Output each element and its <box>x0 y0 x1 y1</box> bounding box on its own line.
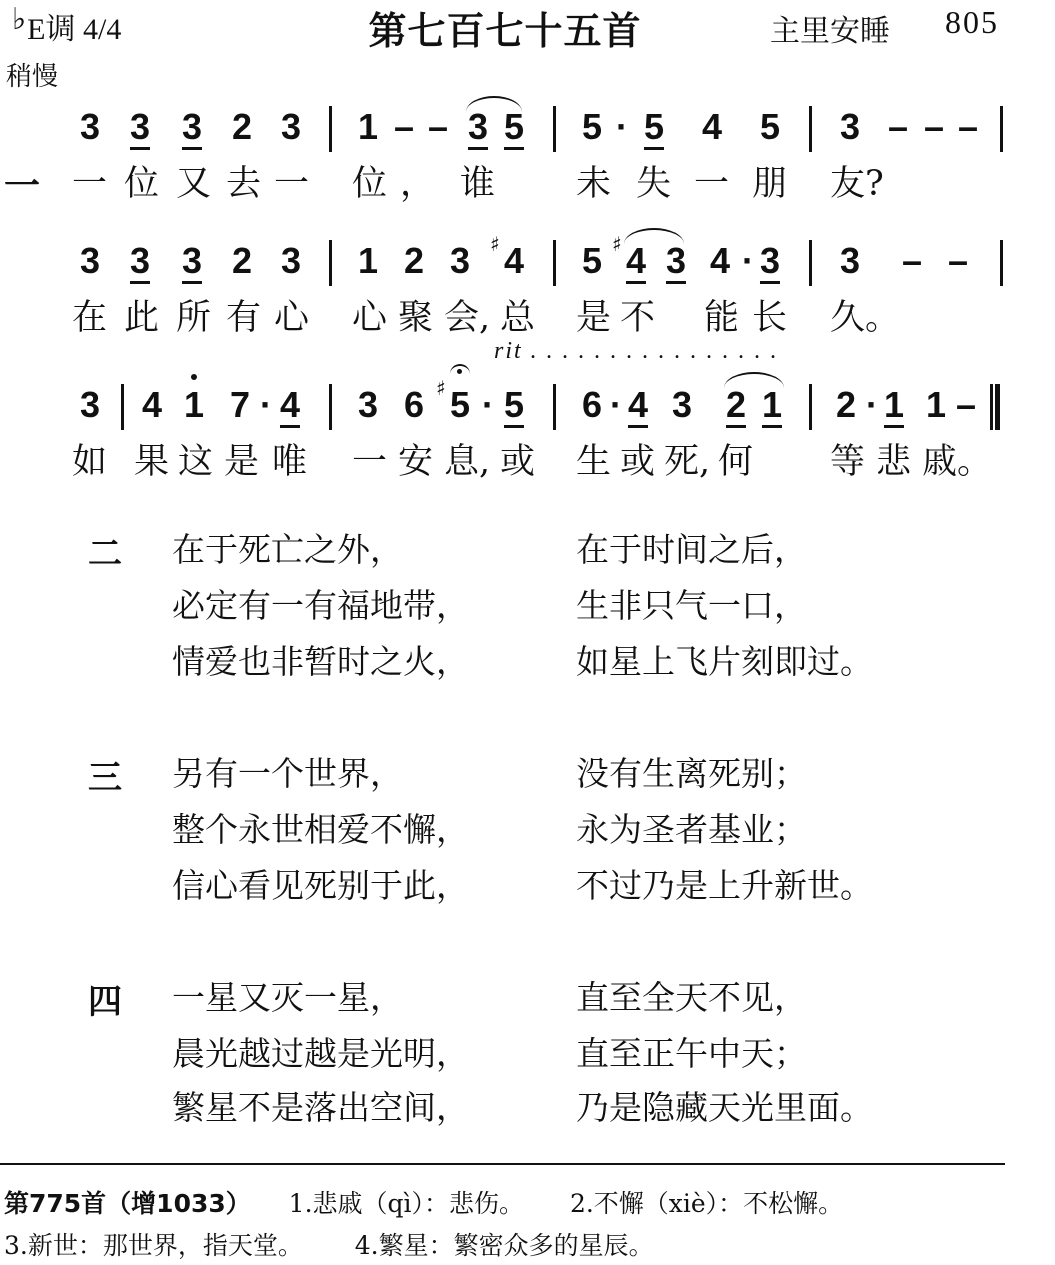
note: 3 <box>129 240 151 281</box>
augmentation-dot: · <box>610 384 622 425</box>
lyric-char: 如 <box>72 442 108 482</box>
lyric-char: 死, <box>664 442 711 482</box>
lyric-char: 这 <box>178 442 214 482</box>
verse-number: 二 <box>88 534 122 574</box>
note: 3 <box>181 106 203 147</box>
lyric-char: 或 <box>500 442 536 482</box>
footer-line-1 <box>4 1184 843 1220</box>
bar-line <box>329 384 332 430</box>
footer-reference: 第775首（增1033） <box>4 1189 251 1218</box>
dash: – <box>947 240 969 281</box>
note <box>489 232 525 282</box>
note: 3 <box>467 106 489 147</box>
lyric-char: 何 <box>718 442 754 482</box>
note: 4 <box>279 384 301 425</box>
lyric-char: 果 <box>134 442 170 482</box>
dash: – <box>887 106 909 147</box>
verse-line: 在于时间之后， <box>576 530 807 569</box>
verse-line: 一星又灭一星， <box>172 978 403 1017</box>
note: 2 <box>403 240 425 281</box>
verse-line: 直至全天不见， <box>576 978 807 1017</box>
augmentation-dot: · <box>866 384 878 425</box>
note: 3 <box>280 106 302 147</box>
note <box>611 232 647 282</box>
note: 5 <box>503 384 525 425</box>
note: 3 <box>280 240 302 281</box>
lyric-char: 唯 <box>272 442 308 482</box>
verse-line: 乃是隐藏天光里面。 <box>576 1088 873 1127</box>
note: 3 <box>449 240 471 281</box>
lyric-char: 一 <box>274 164 310 204</box>
note: 3 <box>665 240 687 281</box>
lyric-char: 总 <box>500 298 536 338</box>
note: 2 <box>725 384 747 425</box>
bar-line <box>329 106 332 152</box>
bar-line <box>809 384 812 430</box>
lyric-char: 一 <box>72 164 108 204</box>
lyric-char: 聚 <box>398 298 434 338</box>
key-label: E调 <box>27 13 76 46</box>
note: 1 <box>883 384 905 425</box>
note: 4 <box>709 240 731 281</box>
footer-divider <box>0 1163 1005 1165</box>
dash: – <box>901 240 923 281</box>
lyric-row-2 <box>0 290 1055 336</box>
note: 4 <box>627 384 649 425</box>
bar-line <box>329 240 332 286</box>
lyric-char: 一 <box>352 442 388 482</box>
notation-row-1 <box>0 100 1055 160</box>
lyric-char: 会, <box>444 298 491 338</box>
lyric-char: 等 <box>830 442 866 482</box>
note: 5 <box>503 106 525 147</box>
fermata-icon <box>450 364 470 378</box>
footnote: 3.新世：那世界，指天堂。 <box>4 1231 303 1260</box>
final-bar-line <box>990 384 1000 430</box>
lyric-char: 一 <box>694 164 730 204</box>
note: 1 <box>925 384 947 425</box>
note: 3 <box>79 240 101 281</box>
lyric-char: 戚。 <box>922 442 993 482</box>
dash: – <box>393 106 415 147</box>
flat-icon: ♭ <box>12 3 27 36</box>
dash: – <box>427 106 449 147</box>
note: 6 <box>403 384 425 425</box>
verse-line: 情爱也非暂时之火， <box>172 642 469 681</box>
lyric-char: 心 <box>274 298 310 338</box>
verse-line: 生非只气一口， <box>576 586 807 625</box>
verse-line: 直至正午中天； <box>576 1034 807 1073</box>
time-signature: 4/4 <box>82 13 122 46</box>
footnote: 4.繁星：繁密众多的星辰。 <box>354 1231 654 1260</box>
sharp-icon: ♯ <box>611 232 622 256</box>
note: 2 <box>835 384 857 425</box>
lyric-char: 心 <box>352 298 388 338</box>
footer-line-2 <box>4 1226 654 1262</box>
footnote: 2.不懈（xiè）：不松懈。 <box>569 1189 844 1218</box>
bar-line <box>1000 240 1003 286</box>
hymn-topic: 主里安睡 <box>770 14 890 49</box>
augmentation-dot: · <box>260 384 272 425</box>
note: 4 <box>141 384 163 425</box>
lyric-char: 不 <box>620 298 656 338</box>
dash: – <box>923 106 945 147</box>
note-high: 1 <box>183 384 205 425</box>
lyric-char: 久。 <box>830 298 901 338</box>
verse-line: 另有一个世界， <box>172 754 403 793</box>
tempo-marking: 稍慢 <box>6 62 59 92</box>
ritardando-marking: rit . . . . . . . . . . . . . . . . <box>494 338 779 364</box>
note: 5 <box>759 106 781 147</box>
note: 5 <box>581 240 603 281</box>
note-digit: 4 <box>503 240 525 281</box>
augmentation-dot: · <box>742 240 754 281</box>
note: 3 <box>839 240 861 281</box>
bar-line <box>553 106 556 152</box>
lyric-row-1 <box>0 156 1055 202</box>
lyric-char: 失 <box>636 164 672 204</box>
lyric-char: 是 <box>224 442 260 482</box>
dash: – <box>957 106 979 147</box>
footnote: 1.悲戚（qì）：悲伤。 <box>288 1189 525 1218</box>
note: 3 <box>129 106 151 147</box>
lyric-char: 或 <box>620 442 656 482</box>
verse-number: 三 <box>88 758 122 798</box>
lyric-char: 去 <box>226 164 262 204</box>
bar-line <box>1000 106 1003 152</box>
lyric-char: 是 <box>576 298 612 338</box>
verse-line: 信心看见死别于此， <box>172 866 469 905</box>
dash: – <box>955 384 977 425</box>
note: 3 <box>79 384 101 425</box>
verse-line: 在于死亡之外， <box>172 530 403 569</box>
verse-line: 没有生离死别； <box>576 754 807 793</box>
lyric-char: 位 <box>124 164 160 204</box>
note: 3 <box>671 384 693 425</box>
note: 2 <box>231 106 253 147</box>
verse-line: 永为圣者基业； <box>576 810 807 849</box>
bar-line <box>809 240 812 286</box>
verse-line: 繁星不是落出空间， <box>172 1088 469 1127</box>
lyric-char: 长 <box>752 298 788 338</box>
note: 5 <box>581 106 603 147</box>
sharp-icon: ♯ <box>489 232 500 256</box>
lyric-char: 位 <box>352 164 388 204</box>
lyric-char: 未 <box>576 164 612 204</box>
augmentation-dot: · <box>482 384 494 425</box>
note: 3 <box>759 240 781 281</box>
hymn-number: 805 <box>945 4 999 40</box>
note-digit: 4 <box>625 240 647 281</box>
note: 2 <box>231 240 253 281</box>
verse-line: 必定有一有福地带， <box>172 586 469 625</box>
bar-line <box>553 240 556 286</box>
note: 1 <box>357 240 379 281</box>
note: 3 <box>839 106 861 147</box>
lyric-char: 悲 <box>876 442 912 482</box>
page-title: 第七百七十五首 <box>368 9 642 53</box>
note: 3 <box>181 240 203 281</box>
lyric-char: 生 <box>576 442 612 482</box>
augmentation-dot: · <box>616 106 628 147</box>
verse-line: 晨光越过越是光明， <box>172 1034 469 1073</box>
note: 6 <box>581 384 603 425</box>
lyric-char: 此 <box>124 298 160 338</box>
lyric-char: 朋 <box>752 164 788 204</box>
lyric-char: 又 <box>176 164 212 204</box>
verse-number: 四 <box>88 982 122 1022</box>
lyric-row-3 <box>0 434 1055 480</box>
note: 1 <box>357 106 379 147</box>
bar-line <box>553 384 556 430</box>
note: 5 <box>643 106 665 147</box>
verse-line: 如星上飞片刻即过。 <box>576 642 873 681</box>
bar-line <box>809 106 812 152</box>
notation-row-2 <box>0 234 1055 294</box>
note <box>435 376 471 426</box>
lyric-char: ， <box>400 164 436 204</box>
lyric-char: 所 <box>176 298 212 338</box>
lyric-char: 有 <box>226 298 262 338</box>
notation-row-3 <box>0 378 1055 438</box>
note: 1 <box>761 384 783 425</box>
note: 4 <box>701 106 723 147</box>
note: 3 <box>357 384 379 425</box>
note-digit: 5 <box>449 384 471 425</box>
lyric-char: 友? <box>830 164 884 204</box>
lyric-char: 息, <box>444 442 491 482</box>
lyric-char: 能 <box>704 298 740 338</box>
verse-line: 整个永世相爱不懈， <box>172 810 469 849</box>
verse-number: 一 <box>4 166 41 207</box>
lyric-char: 谁 <box>460 164 496 204</box>
sharp-icon: ♯ <box>435 376 446 400</box>
note: 7 <box>229 384 251 425</box>
verse-line: 不过乃是上升新世。 <box>576 866 873 905</box>
note: 3 <box>79 106 101 147</box>
lyric-char: 安 <box>398 442 434 482</box>
bar-line <box>121 384 124 430</box>
lyric-char: 在 <box>72 298 108 338</box>
